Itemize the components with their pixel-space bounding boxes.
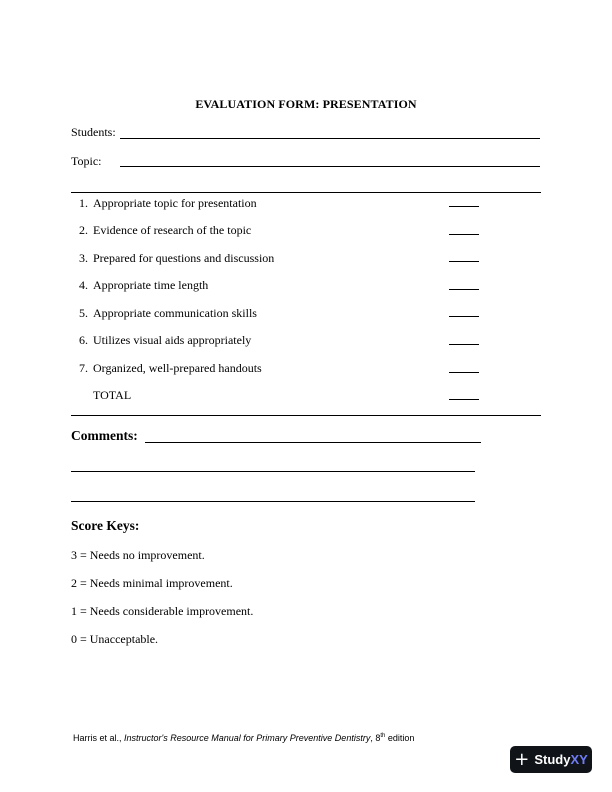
- item-text: Appropriate communication skills: [93, 306, 257, 320]
- topic-input-line[interactable]: [120, 166, 540, 167]
- studyxy-badge[interactable]: [510, 746, 592, 773]
- score-keys-title: Score Keys:: [71, 518, 140, 533]
- form-title: EVALUATION FORM: PRESENTATION: [195, 97, 417, 111]
- list-item: [79, 223, 251, 238]
- item-text: Utilizes visual aids appropriately: [93, 333, 252, 347]
- items-bottom-rule: [71, 415, 541, 416]
- comments-line-3[interactable]: [71, 501, 475, 502]
- footer-sep: ,: [370, 733, 376, 743]
- item-text: Appropriate topic for presentation: [93, 196, 257, 210]
- item-text: Appropriate time length: [93, 278, 209, 292]
- plus-icon: +: [514, 748, 530, 770]
- comments-input-line[interactable]: [145, 442, 481, 443]
- item-number: 2.: [79, 223, 88, 237]
- score-blank[interactable]: [449, 344, 479, 345]
- score-blank[interactable]: [449, 316, 479, 317]
- list-item: [79, 251, 274, 266]
- students-label: Students:: [71, 125, 116, 139]
- score-blank[interactable]: [449, 234, 479, 235]
- score-key-0: 0 = Unacceptable.: [71, 632, 159, 646]
- comments-label: Comments:: [71, 428, 138, 443]
- comments-line-2[interactable]: [71, 471, 475, 472]
- footer-edition-sup: th: [380, 733, 386, 739]
- score-key-3: 3 = Needs no improvement.: [71, 548, 205, 562]
- item-number: 6.: [79, 333, 88, 347]
- score-key-2: 2 = Needs minimal improvement.: [71, 576, 233, 590]
- score-blank[interactable]: [449, 261, 479, 262]
- item-number: 4.: [79, 278, 88, 292]
- footer-edition-num: 8: [375, 733, 381, 743]
- score-blank[interactable]: [449, 206, 479, 207]
- total-label: TOTAL: [93, 388, 132, 402]
- score-key-1: 1 = Needs considerable improvement.: [71, 604, 254, 618]
- total-score-blank[interactable]: [449, 399, 479, 400]
- item-number: 3.: [79, 251, 88, 265]
- students-input-line[interactable]: [120, 138, 540, 139]
- footer-book-title: Instructor's Resource Manual for Primary Preventive Dentistry: [124, 733, 371, 743]
- topic-label: Topic:: [71, 154, 102, 168]
- brand-part1: Study: [534, 752, 571, 767]
- footer-citation: [73, 733, 414, 743]
- list-item: [79, 196, 257, 211]
- item-number: 5.: [79, 306, 88, 320]
- list-item: [79, 306, 257, 321]
- footer-edition-word: edition: [385, 733, 415, 743]
- list-item: [79, 278, 208, 293]
- items-top-rule: [71, 192, 541, 193]
- item-number: 7.: [79, 361, 88, 375]
- item-number: 1.: [79, 196, 88, 210]
- list-item: [79, 333, 251, 348]
- brand-part2: XY: [570, 752, 588, 767]
- score-blank[interactable]: [449, 372, 479, 373]
- item-text: Evidence of research of the topic: [93, 223, 252, 237]
- list-item: [79, 361, 262, 376]
- score-blank[interactable]: [449, 289, 479, 290]
- footer-prefix: Harris et al.,: [73, 733, 125, 743]
- item-text: Prepared for questions and discussion: [93, 251, 275, 265]
- item-text: Organized, well-prepared handouts: [93, 361, 262, 375]
